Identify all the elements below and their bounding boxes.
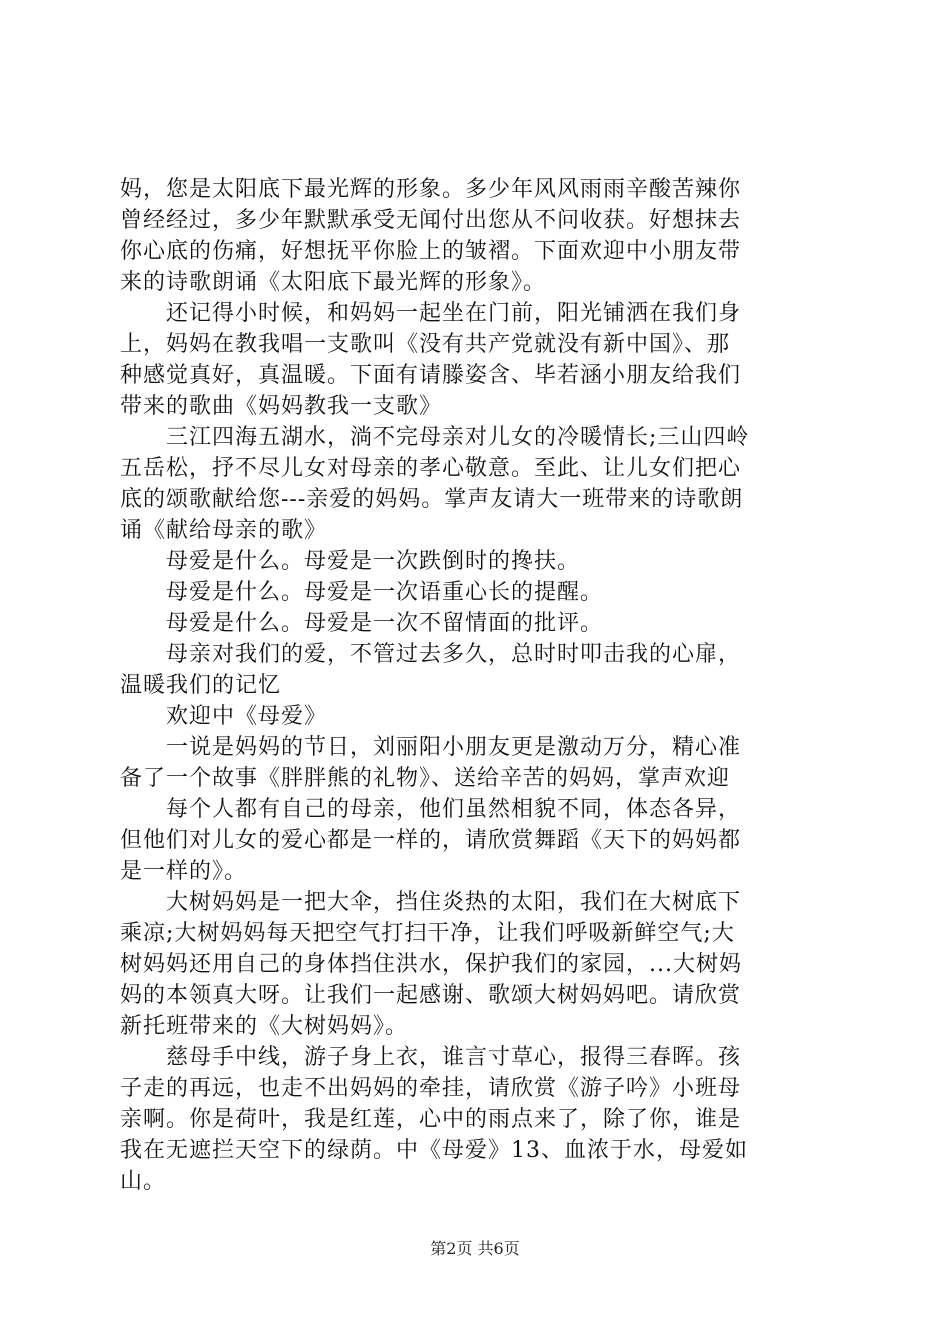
text-line: 母爱是什么。母爱是一次语重心长的提醒。	[166, 580, 604, 605]
text-line: 我在无遮拦天空下的绿荫。中《母爱》13、血浓于水，母爱如	[120, 1138, 748, 1163]
text-line: 还记得小时候，和妈妈一起坐在门前，阳光铺洒在我们身	[166, 301, 742, 326]
text-line: 山。	[120, 1169, 167, 1194]
text-line: 是一样的》。	[120, 859, 248, 884]
text-line: 温暖我们的记忆	[120, 673, 282, 698]
text-line: 诵《献给母亲的歌》	[120, 518, 328, 543]
text-line: 来的诗歌朗诵《太阳底下最光辉的形象》。	[120, 270, 547, 295]
text-line: 欢迎中《母爱》	[166, 704, 328, 729]
text-line: 妈，您是太阳底下最光辉的形象。多少年风风雨雨辛酸苦辣你	[120, 177, 742, 202]
text-line: 树妈妈还用自己的身体挡住洪水，保护我们的家园，...大树妈	[120, 952, 742, 977]
text-line: 曾经经过，多少年默默承受无闻付出您从不问收获。好想抹去	[120, 208, 742, 233]
text-line: 妈的本领真大呀。让我们一起感谢、歌颂大树妈妈吧。请欣赏	[120, 983, 742, 1008]
document-body	[120, 174, 836, 1197]
text-line: 带来的歌曲《妈妈教我一支歌》	[120, 394, 443, 419]
text-line: 底的颂歌献给您---亲爱的妈妈。掌声友请大一班带来的诗歌朗	[120, 487, 744, 512]
page-footer: 第2页 共6页	[430, 1239, 520, 1258]
text-line: 你心底的伤痛，好想抚平你脸上的皱褶。下面欢迎中小朋友带	[120, 239, 742, 264]
text-line: 备了一个故事《胖胖熊的礼物》、送给辛苦的妈妈，掌声欢迎	[120, 766, 731, 791]
text-line: 亲啊。你是荷叶，我是红莲，心中的雨点来了，除了你，谁是	[120, 1107, 742, 1132]
text-line: 但他们对儿女的爱心都是一样的，请欣赏舞蹈《天下的妈妈都	[120, 828, 742, 853]
text-line: 母爱是什么。母爱是一次不留情面的批评。	[166, 611, 604, 636]
text-line: 子走的再远，也走不出妈妈的牵挂，请欣赏《游子吟》小班母	[120, 1076, 742, 1101]
text-line: 上，妈妈在教我唱一支歌叫《没有共产党就没有新中国》、那	[120, 332, 731, 357]
text-line: 乘凉;大树妈妈每天把空气打扫干净，让我们呼吸新鲜空气;大	[120, 921, 735, 946]
text-line: 五岳松，抒不尽儿女对母亲的孝心敬意。至此、让儿女们把心	[120, 456, 742, 481]
text-line: 新托班带来的《大树妈妈》。	[120, 1014, 409, 1039]
text-line: 种感觉真好，真温暖。下面有请滕姿含、毕若涵小朋友给我们	[120, 363, 742, 388]
text-line: 每个人都有自己的母亲，他们虽然相貌不同，体态各异，	[166, 797, 742, 822]
text-line: 大树妈妈是一把大伞，挡住炎热的太阳，我们在大树底下	[166, 890, 742, 915]
text-line: 三江四海五湖水，淌不完母亲对儿女的冷暖情长;三山四岭	[166, 425, 750, 450]
text-line: 一说是妈妈的节日，刘丽阳小朋友更是激动万分，精心准	[166, 735, 742, 760]
text-line: 母亲对我们的爱，不管过去多久，总时时叩击我的心扉，	[166, 642, 742, 667]
text-line: 母爱是什么。母爱是一次跌倒时的搀扶。	[166, 549, 581, 574]
text-line: 慈母手中线，游子身上衣，谁言寸草心，报得三春晖。孩	[166, 1045, 742, 1070]
